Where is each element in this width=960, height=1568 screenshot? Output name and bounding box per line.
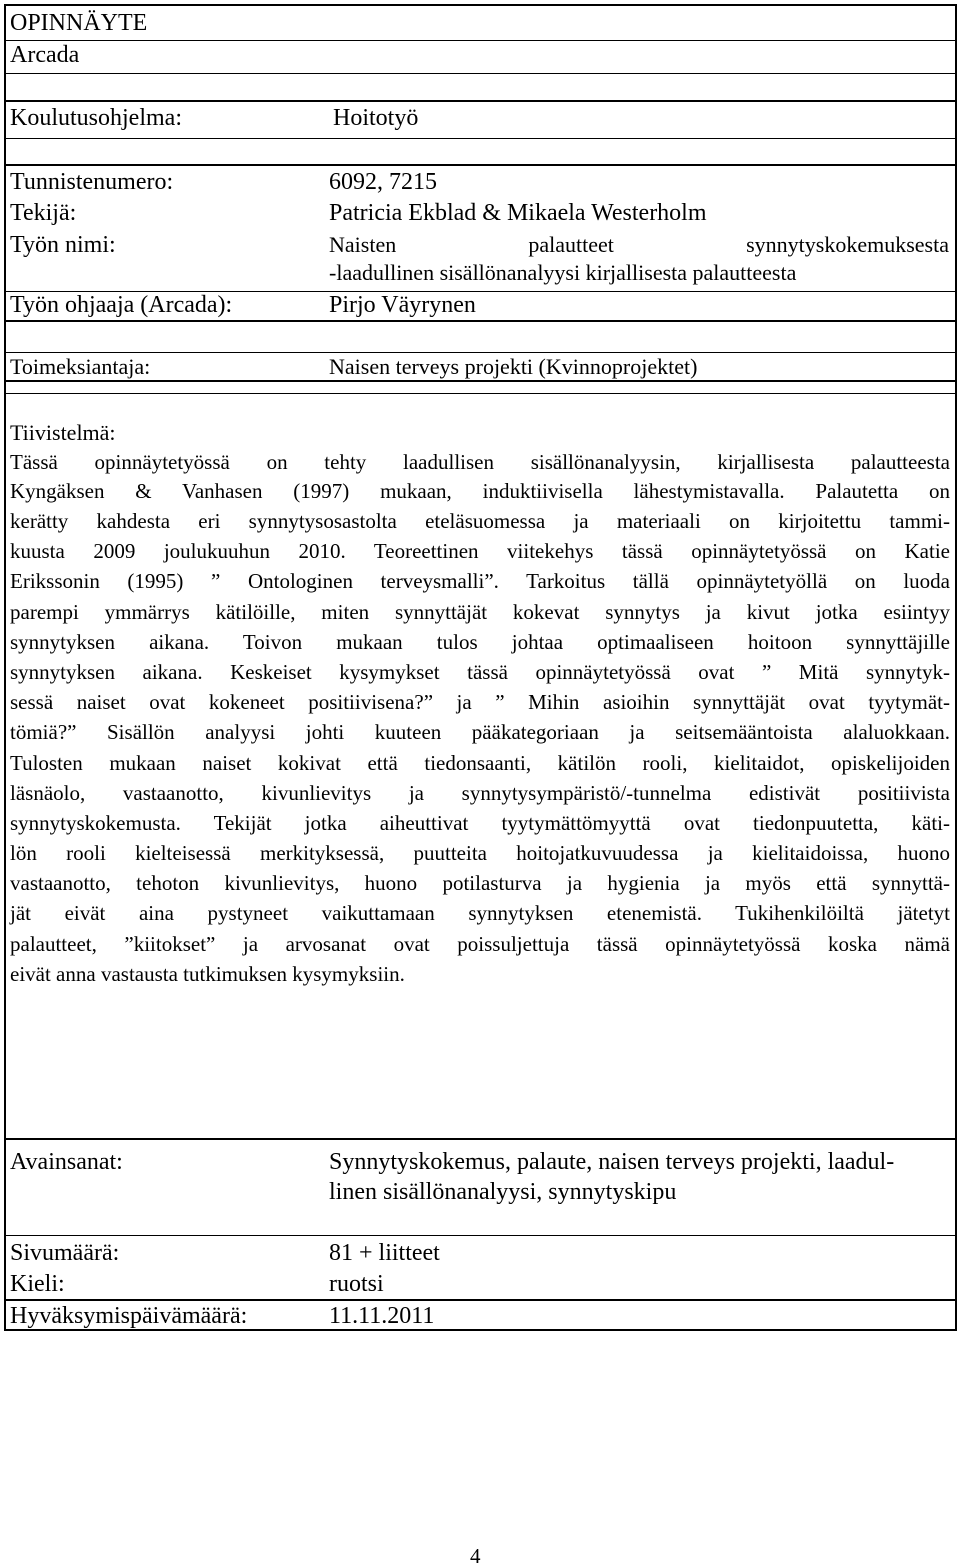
- divider: [6, 393, 955, 394]
- author-value: Patricia Ekblad & Mikaela Westerholm: [329, 200, 707, 226]
- divider: [6, 100, 955, 102]
- abstract-line: eivät anna vastausta tutkimuksen kysymyksiin.: [10, 962, 405, 986]
- abstract-line: kuusta 2009 joulukuuhun 2010. Teoreettinen viitekehys tässä opinnäytetyössä on Katie: [10, 539, 950, 563]
- abstract-line: Tulosten mukaan naiset kokivat että tiedonsaanti, kätilön rooli, kielitaidot, opiskelijoiden: [10, 751, 950, 775]
- divider: [6, 320, 955, 322]
- commissioner-value: Naisen terveys projekti (Kvinnoprojektet): [329, 354, 698, 379]
- supervisor-label: Työn ohjaaja (Arcada):: [10, 292, 233, 318]
- programme-value: Hoitotyö: [333, 105, 419, 131]
- work-title-label: Työn nimi:: [10, 232, 116, 258]
- abstract-line: parempi ymmärrys kätilöille, miten synnyttäjät kokevat synnytys ja kivut jotka esiintyy: [10, 600, 950, 624]
- abstract-line: läsnäolo, vastaanotto, kivunlievitys ja synnytysympäristö/-tunnelma edistivät positiivista: [10, 781, 950, 805]
- abstract-line: jät eivät aina pystyneet vaikuttamaan synnytyksen etenemistä. Tukihenkilöiltä jätetyt: [10, 901, 950, 925]
- abstract-line: synnytyksen aikana. Toivon mukaan tulos johtaa optimaaliseen hoitoon synnyttäjille: [10, 630, 950, 654]
- abstract-line: sessä naiset ovat kokeneet positiivisena?” ja ” Mihin asioihin synnyttäjät ovat tyytymät-: [10, 690, 950, 714]
- divider: [6, 380, 955, 382]
- work-title-line2: -laadullinen sisällönanalyysi kirjallisesta palautteesta: [329, 260, 797, 285]
- abstract-line: synnytyskokemusta. Tekijät jotka aiheuttivat tyytymättömyyttä ovat tiedonpuutetta, käti-: [10, 811, 950, 835]
- supervisor-value: Pirjo Väyrynen: [329, 292, 476, 318]
- divider: [6, 352, 955, 353]
- abstract-line: kerätty kahdesta eri synnytysosastolta eteläsuomessa ja materiaali on kirjoitettu tammi-: [10, 509, 950, 533]
- language-label: Kieli:: [10, 1271, 65, 1297]
- abstract-line: Erikssonin (1995) ” Ontologinen terveysmalli”. Tarkoitus tällä opinnäytetyöllä on luoda: [10, 569, 950, 593]
- keywords-label: Avainsanat:: [10, 1149, 123, 1175]
- pages-value: 81 + liitteet: [329, 1240, 440, 1266]
- abstract-line: palautteet, ”kiitokset” ja arvosanat ovat poissuljettuja tässä opinnäytetyössä koska nämä: [10, 932, 950, 956]
- page-number: 4: [470, 1544, 481, 1568]
- divider: [6, 1235, 955, 1236]
- approval-date-label: Hyväksymispäivämäärä:: [10, 1303, 248, 1329]
- divider: [6, 164, 955, 166]
- abstract-line: lön rooli kielteisessä merkityksessä, puutteita hoitojatkuvuudessa ja kielitaidoissa, huono: [10, 841, 950, 865]
- language-value: ruotsi: [329, 1271, 384, 1297]
- keywords-line2: linen sisällönanalyysi, synnytyskipu: [329, 1179, 677, 1205]
- institution-name: Arcada: [10, 42, 80, 68]
- abstract-label: Tiivistelmä:: [10, 420, 116, 445]
- abstract-line: vastaanotto, tehoton kivunlievitys, huono potilasturva ja hygienia ja myös että synnyttä-: [10, 871, 950, 895]
- pages-label: Sivumäärä:: [10, 1240, 120, 1266]
- commissioner-label: Toimeksiantaja:: [10, 354, 151, 379]
- approval-date-value: 11.11.2011: [329, 1303, 435, 1329]
- divider: [6, 138, 955, 139]
- identification-label: Tunnistenumero:: [10, 169, 174, 195]
- abstract-line: tömiä?” Sisällön analyysi johti kuuteen pääkategoriaan ja seitsemääntoista alaluokkaan.: [10, 720, 950, 744]
- divider: [6, 40, 955, 41]
- document-title: OPINNÄYTE: [10, 10, 148, 36]
- divider: [6, 73, 955, 74]
- abstract-line: synnytyksen aikana. Keskeiset kysymykset tässä opinnäytetyössä ovat ” Mitä synnytyk-: [10, 660, 950, 684]
- identification-value: 6092, 7215: [329, 169, 437, 195]
- author-label: Tekijä:: [10, 200, 77, 226]
- divider: [6, 1299, 955, 1301]
- abstract-line: Kyngäksen & Vanhasen (1997) mukaan, induktiivisella lähestymistavalla. Palautetta on: [10, 479, 950, 503]
- abstract-line: Tässä opinnäytetyössä on tehty laadullisen sisällönanalyysin, kirjallisesta palautteesta: [10, 450, 950, 474]
- divider: [6, 1138, 955, 1140]
- work-title-line1: Naisten palautteet synnytyskokemuksesta: [329, 232, 949, 257]
- programme-label: Koulutusohjelma:: [10, 105, 182, 131]
- keywords-line1: Synnytyskokemus, palaute, naisen terveys projekti, laadul-: [329, 1149, 895, 1175]
